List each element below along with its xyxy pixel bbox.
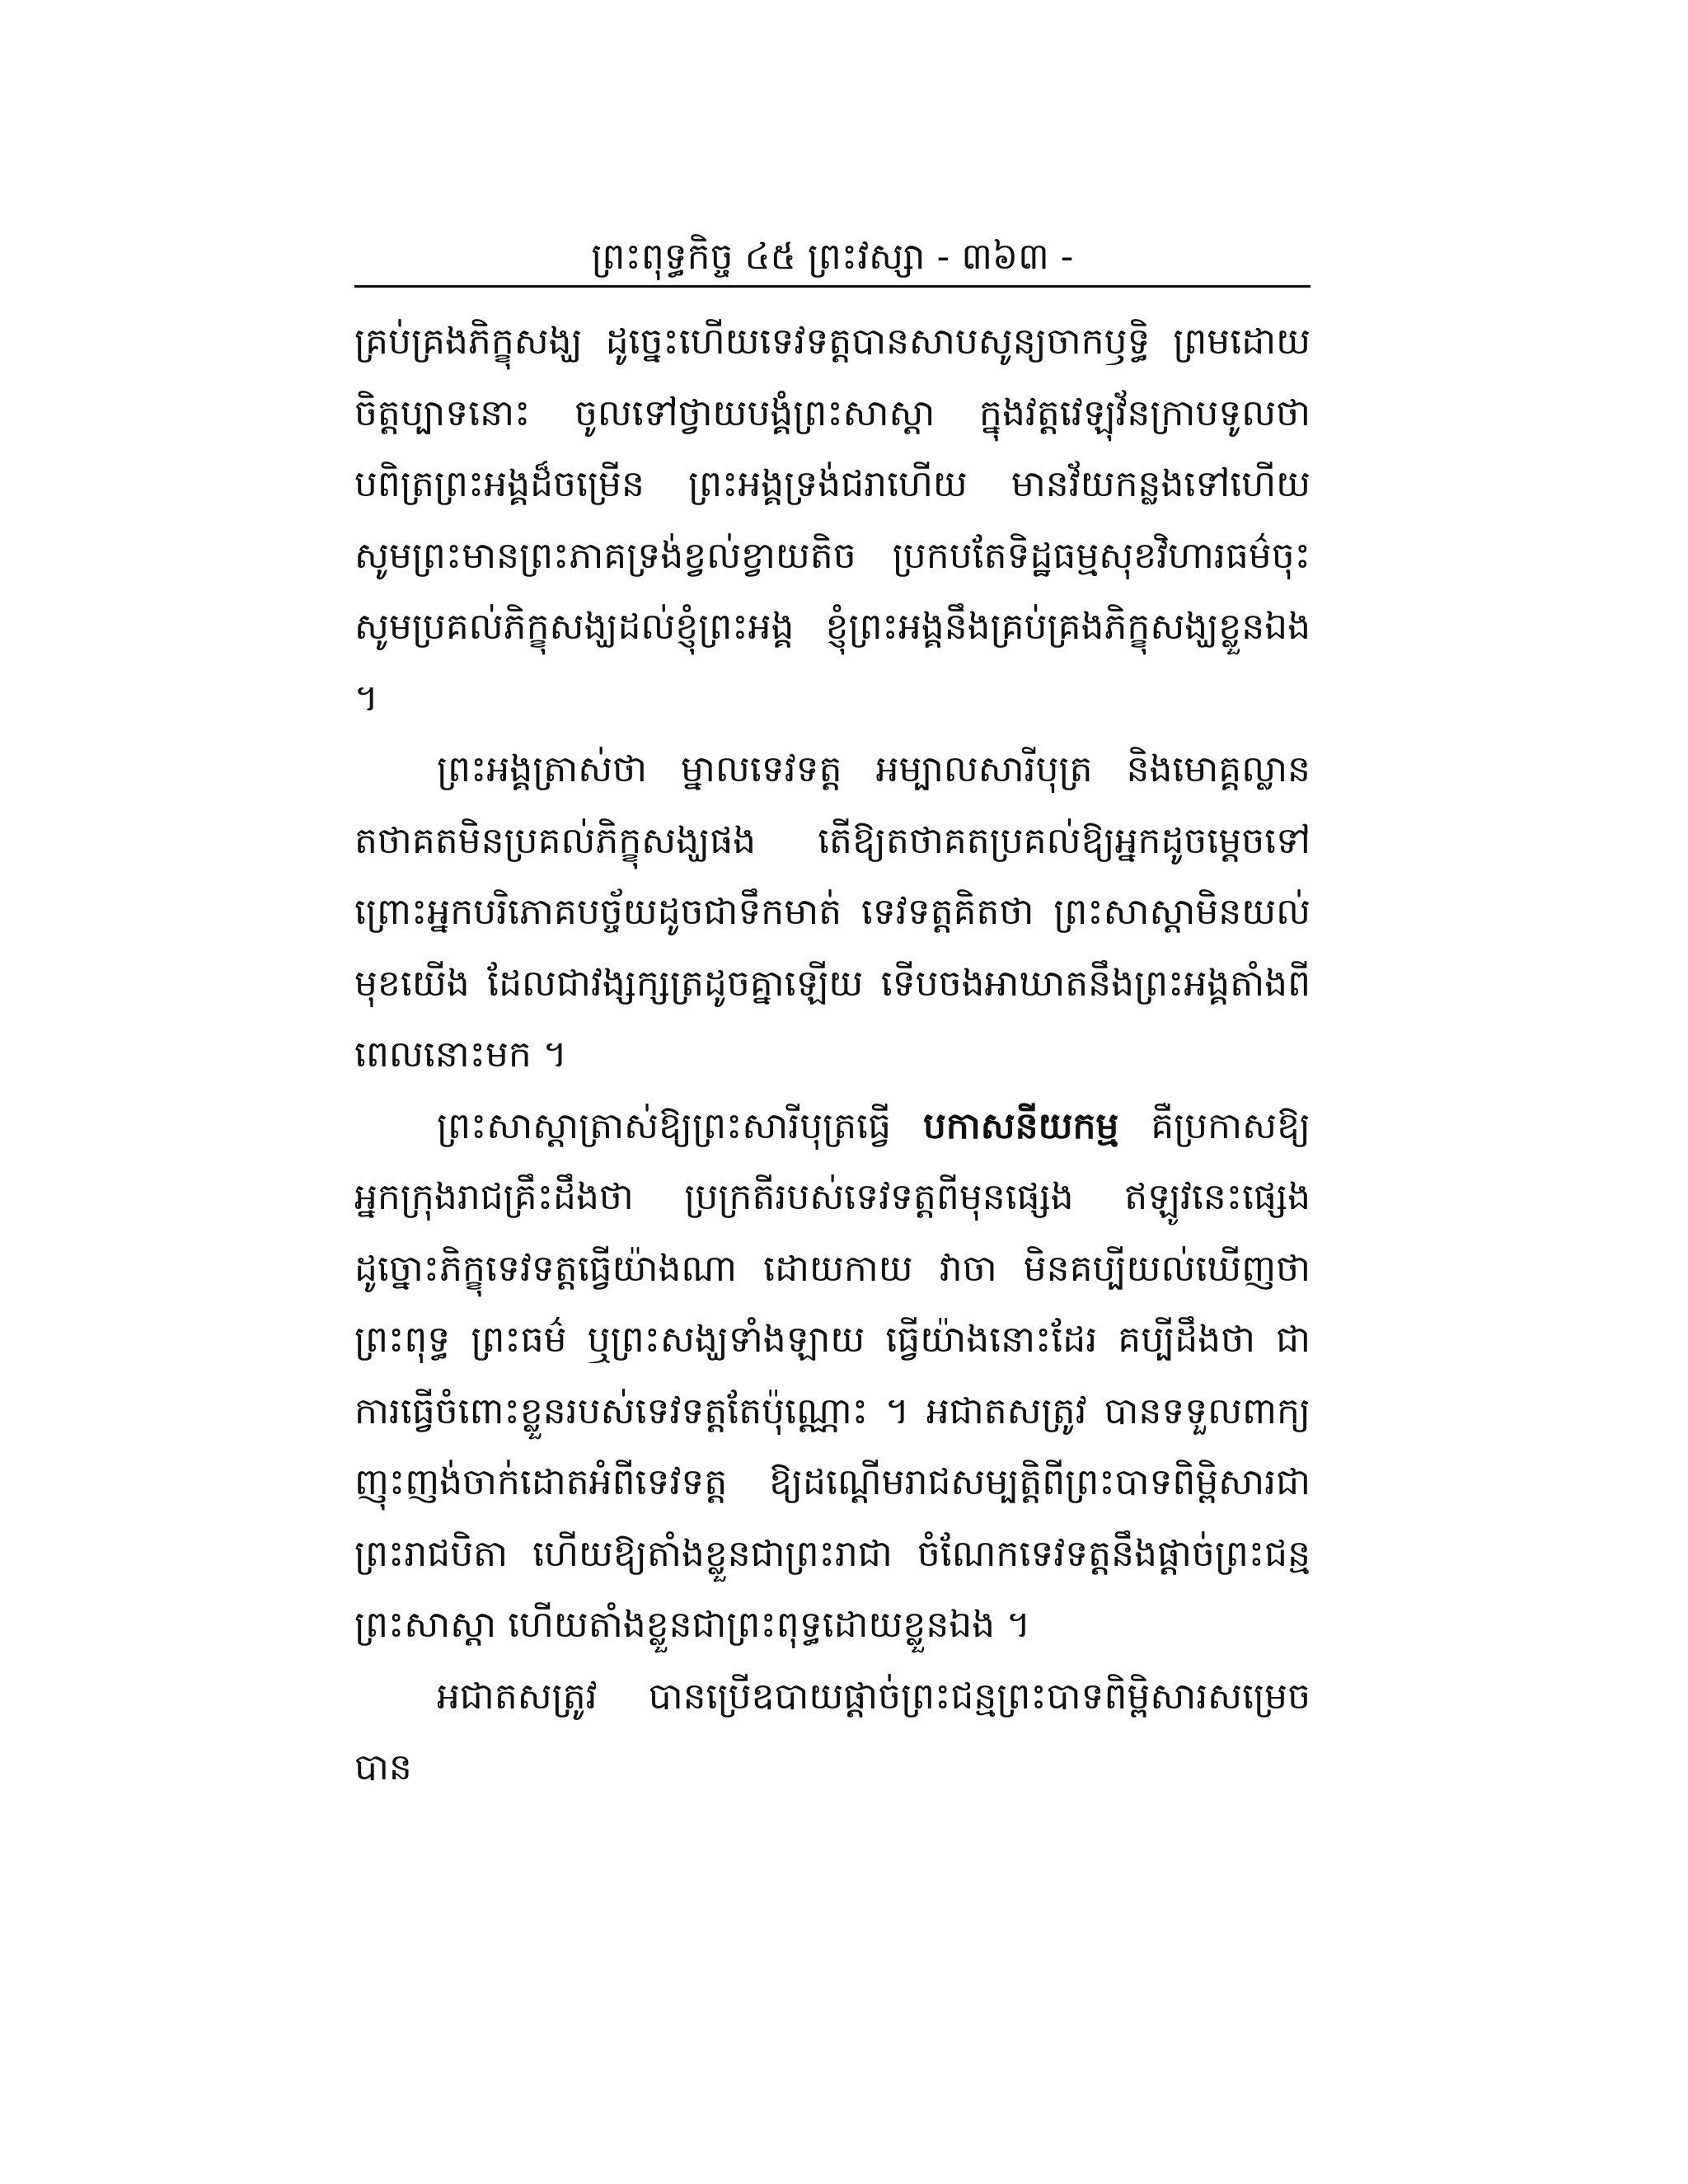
- paragraph-text-start: ព្រះសាស្ដាត្រាស់ឱ្យព្រះសារីបុត្រធ្វើ: [437, 1104, 923, 1147]
- paragraph-announcement: [354, 1091, 1311, 1661]
- bold-term: បកាសនីយកម្ម: [922, 1104, 1119, 1147]
- paragraph-continuation: គ្រប់គ្រងភិក្ខុសង្ឃ ដូច្នេះហើយទេវទត្តបានសាបសូន្យចាកឫទ្ធិ ព្រមដោយចិត្តប្បាទនោះ ចូលទៅថ្វាយបង្គំព្រះសាស្ដា ក្នុងវត្តវេឡុវ័នក្រាបទូលថា បពិត្រព្រះអង្គដ៏ចម្រើន ព្រះអង្គទ្រង់ជរាហើយ មានវ័យកន្លងទៅហើយ សូមព្រះមានព្រះភាគទ្រង់ខ្វល់ខ្វាយតិច ប្រកបតែទិដ្ឋធម្មសុខវិហារធម៌ចុះ សូមប្រគល់ភិក្ខុសង្ឃដល់ខ្ញុំព្រះអង្គ ខ្ញុំព្រះអង្គនឹងគ្រប់គ្រងភិក្ខុសង្ឃខ្លួនឯង ។: [354, 321, 1311, 719]
- header-rule: [354, 285, 1311, 288]
- paragraph-text-end: គឺប្រកាសឱ្យអ្នកក្រុងរាជគ្រឹះដឹងថា ប្រក្រតីរបស់ទេវទត្តពីមុនផ្សេង ឥឡូវនេះផ្សេង ដូច្នោះភិក្ខុទេវទត្តធ្វើយ៉ាងណា ដោយកាយ វាចា មិនគប្បីយល់ឃើញថា ព្រះពុទ្ធ ព្រះធម៌ ឬព្រះសង្ឃទាំងឡាយ ធ្វើយ៉ាងនោះដែរ គប្បីដឹងថា ជាការធ្វើចំពោះខ្លួនរបស់ទេវទត្តតែប៉ុណ្ណោះ ។ អជាតសត្រូវ បានទទួលពាក្យញុះញង់ចាក់ដោតអំពីទេវទត្ត ឱ្យដណ្ដើមរាជសម្បត្តិពីព្រះបាទពិម្ពិសារជាព្រះរាជបិតា ហើយឱ្យតាំងខ្លួនជាព្រះរាជា ចំណែកទេវទត្តនឹងផ្ដាច់ព្រះជន្មព្រះសាស្ដា ហើយតាំងខ្លួនជាព្រះពុទ្ធដោយខ្លួនឯង ។: [354, 1104, 1311, 1646]
- body-text: [354, 307, 1311, 1804]
- paragraph-buddha-reply: ព្រះអង្គត្រាស់ថា ម្នាលទេវទត្ត អម្បាលសារីបុត្រ និងមោគ្គល្លាន តថាគតមិនប្រគល់ភិក្ខុសង្ឃផង តើឱ្យតថាគតប្រគល់ឱ្យអ្នកដូចម្ដេចទៅ ព្រោះអ្នកបរិភោគបច្ច័យដូចជាទឹកមាត់ ទេវទត្តគិតថា ព្រះសាស្ដាមិនយល់មុខយើង ដែលជាវង្សក្សត្រដូចគ្នាឡើយ ទើបចងអាឃាតនឹងព្រះអង្គតាំងពីពេលនោះមក ។: [354, 748, 1311, 1076]
- running-header: ព្រះពុទ្ធកិច្ច ៤៥ ព្រះវស្សា - ៣៦៣ -: [591, 236, 1074, 278]
- paragraph-ajatasattu: អជាតសត្រូវ បានប្រើឧបាយផ្ដាច់ព្រះជន្មព្រះបាទពិម្ពិសារសម្រេច បាន: [354, 1675, 1311, 1788]
